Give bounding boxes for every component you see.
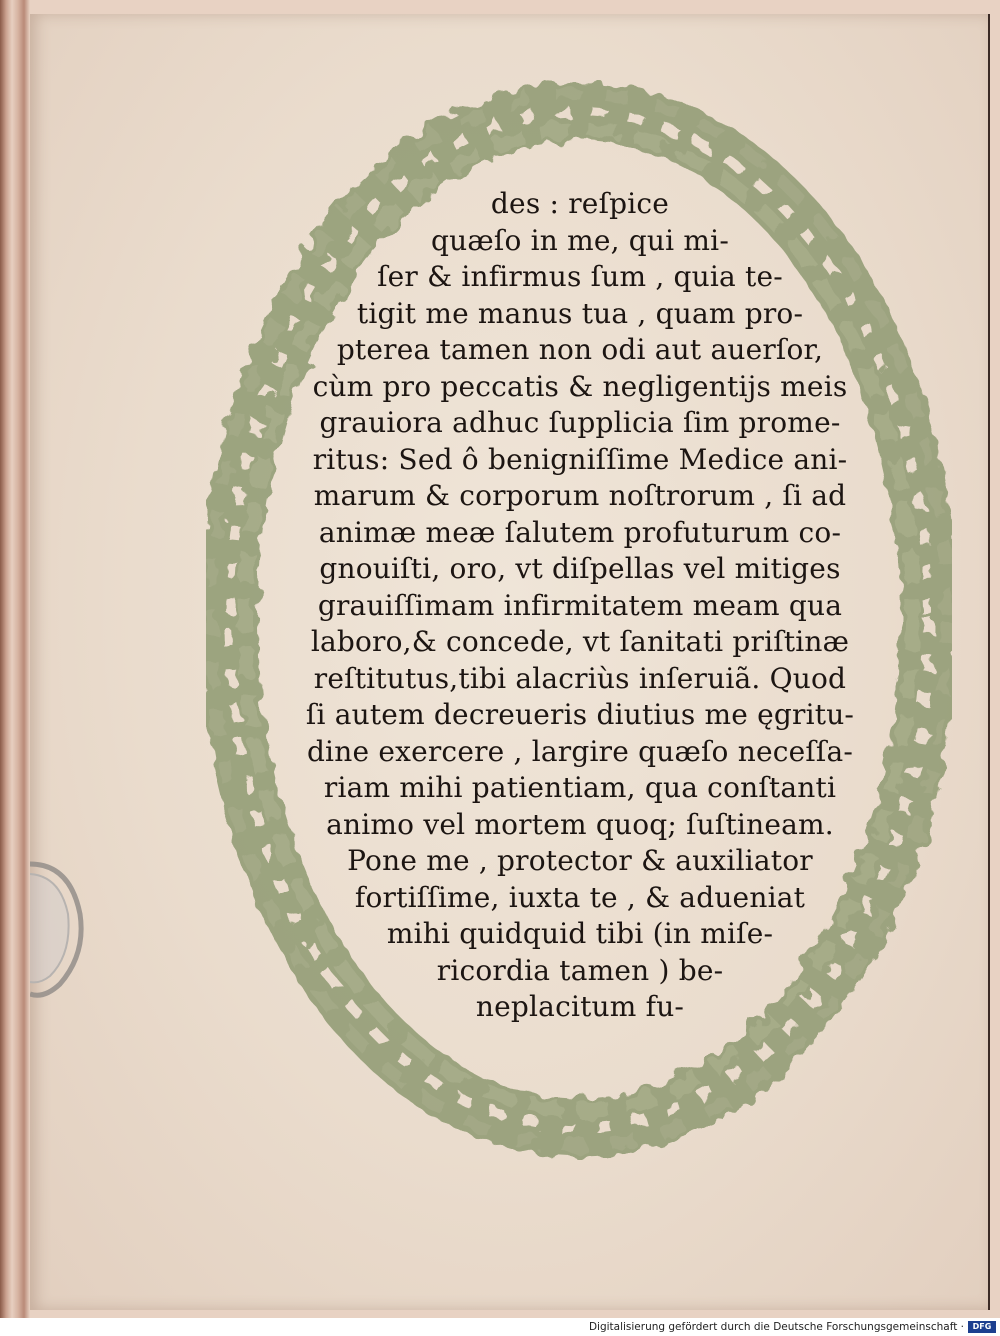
paper-clip-icon: [30, 854, 92, 1004]
text-line-9: marum & corporum noſtrorum , ſi ad: [313, 479, 847, 512]
latin-prayer-text: [230, 186, 930, 1076]
text-line-8: ritus: Sed ô benigniſſime Medice ani-: [312, 442, 848, 476]
book-page: [30, 14, 990, 1310]
text-line-5: pterea tamen non odi aut auerſor,: [336, 333, 824, 366]
text-line-16: dine exercere , largire quæſo neceſſa-: [306, 734, 854, 768]
text-line-15: ſi autem decreueris diutius me ęgritu-: [305, 698, 855, 731]
text-line-1: des : reſpice: [490, 187, 670, 220]
text-line-20: fortiſſime, iuxta te , & adueniat: [354, 880, 806, 914]
text-line-11: gnouiſti, oro, vt diſpellas vel mitiges: [319, 552, 841, 585]
text-line-19: Pone me , protector & auxiliator: [347, 844, 813, 877]
text-line-17: riam mihi patientiam, qua conſtanti: [323, 771, 837, 804]
digitization-footer: [0, 1318, 1000, 1336]
text-line-23: neplacitum fu-: [475, 990, 685, 1023]
text-line-10: animæ meæ ſalutem profuturum co-: [318, 515, 842, 549]
funding-credit-text: Digitalisierung gefördert durch die Deutsche Forschungsgemeinschaft ·: [588, 1321, 964, 1333]
text-line-13: laboro,& concede, vt ſanitati priſtinæ: [310, 625, 850, 658]
dfg-logo-icon: DFG: [968, 1321, 996, 1333]
text-line-3: ſer & infirmus ſum , quia te-: [377, 260, 783, 293]
text-line-7: grauiora adhuc ſupplicia ſim prome-: [319, 406, 841, 439]
text-line-6: cùm pro peccatis & negligentijs meis: [312, 369, 848, 403]
text-line-21: mihi quidquid tibi (in miſe-: [386, 917, 774, 950]
text-line-12: grauiſſimam infirmitatem meam qua: [317, 588, 843, 622]
text-line-14: reſtitutus,tibi alacriùs inſeruiã. Quod: [313, 661, 847, 695]
text-line-4: tigit me manus tua , quam pro-: [356, 296, 804, 330]
text-line-2: quæſo in me, qui mi-: [431, 223, 729, 257]
text-line-18: animo vel mortem quoq; ſuſtineam.: [326, 807, 834, 841]
text-line-22: ricordia tamen ) be-: [436, 953, 724, 987]
